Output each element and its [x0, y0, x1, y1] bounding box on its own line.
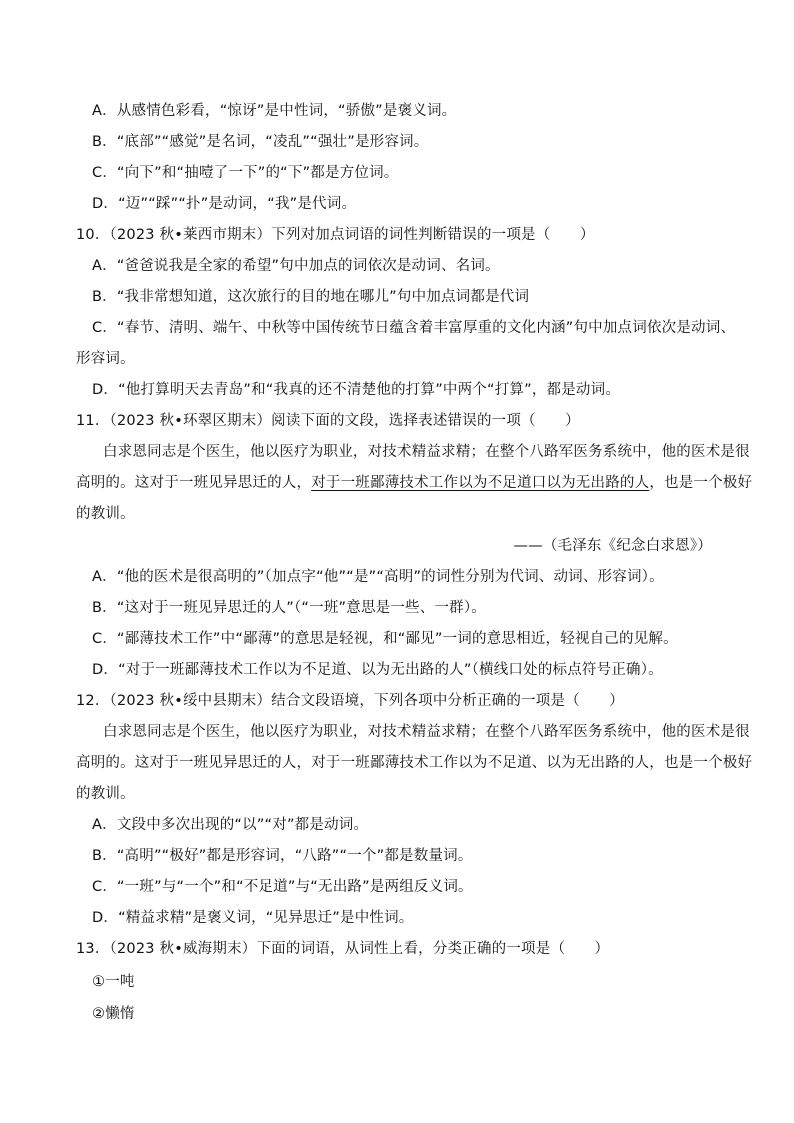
q10-option-b: B．“我非常想知道，这次旅行的目的地在哪儿”句中加点词都是代词	[92, 289, 530, 305]
q12-option-d: D．“精益求精”是褒义词，“见异思迁”是中性词。	[92, 910, 414, 926]
q13-item-1: ①一吨	[92, 974, 135, 990]
q11-option-c: C．“鄙薄技术工作”中“鄙薄”的意思是轻视，和“鄙见”一词的意思相近，轻视自己的见解。	[92, 631, 678, 647]
q11-option-a: A．“他的医术是很高明的”（加点字“他”“是”“高明”的词性分别为代词、动词、形容词）。	[92, 569, 664, 585]
q12-stem: 12．（2023 秋•绥中县期末）结合文段语境，下列各项中分析正确的一项是（ ）	[76, 693, 624, 709]
q10-option-c-line1: C．“春节、清明、端午、中秋等中国传统节日蕴含着丰富厚重的文化内涵”句中加点词依次是动词、	[92, 320, 736, 336]
q12-passage-line1: 白求恩同志是个医生，他以医疗为职业，对技术精益求精；在整个八路军医务系统中，他的医术是很	[103, 724, 750, 740]
q10-stem: 10．（2023 秋•莱西市期末）下列对加点词语的词性判断错误的一项是（ ）	[76, 227, 595, 243]
prev-option-d: D．“迈”“踩”“扑”是动词，“我”是代词。	[92, 196, 357, 212]
q13-item-2: ②懒惰	[92, 1006, 135, 1022]
q11-source: ——（毛泽东《纪念白求恩》）	[513, 538, 712, 554]
q10-option-a: A．“爸爸说我是全家的希望”句中加点的词依次是动词、名词。	[92, 258, 500, 274]
q11-passage-line3: 的教训。	[76, 506, 135, 522]
q11-option-b: B．“这对于一班见异思迁的人”（“一班”意思是一些、一群）。	[92, 600, 486, 616]
prev-option-c: C．“向下”和“抽噎了一下”的“下”都是方位词。	[92, 165, 399, 181]
q12-passage-line3: 的教训。	[76, 786, 135, 802]
q11-passage-line2	[76, 473, 752, 493]
prev-option-a: A．从感情色彩看，“惊讶”是中性词，“骄傲”是褒义词。	[92, 103, 457, 119]
q11-passage-line1: 白求恩同志是个医生，他以医疗为职业，对技术精益求精；在整个八路军医务系统中，他的医术是很	[103, 444, 750, 460]
q11-option-d: D．“对于一班鄙薄技术工作以为不足道、以为无出路的人”（横线口处的标点符号正确）。	[92, 662, 663, 678]
q10-option-d: D．“他打算明天去青岛”和“我真的还不清楚他的打算”中两个“打算”，都是动词。	[92, 382, 621, 398]
q11-passage-text: 高明的。这对于一班见异思迁的人，	[76, 475, 312, 491]
q12-option-a: A．文段中多次出现的“以”“对”都是动词。	[92, 817, 369, 833]
q11-passage-text-end: ，也是一个极好	[649, 475, 753, 491]
q11-stem: 11．（2023 秋•环翠区期末）阅读下面的文段，选择表述错误的一项（ ）	[76, 413, 580, 429]
q12-option-c: C．“一班”与“一个”和“不足道”与“无出路”是两组反义词。	[92, 879, 473, 895]
q10-option-c-line2: 形容词。	[76, 351, 135, 367]
prev-option-b: B．“底部”“感觉”是名词，“凌乱”“强壮”是形容词。	[92, 134, 429, 150]
q11-underlined-phrase: 对于一班鄙薄技术工作以为不足道口以为无出路的人	[311, 475, 650, 491]
q12-passage-line2: 高明的。这对于一班见异思迁的人，对于一班鄙薄技术工作以为不足道、以为无出路的人，也是一个极好	[76, 755, 753, 771]
q12-option-b: B．“高明”“极好”都是形容词，“八路”“一个”都是数量词。	[92, 848, 473, 864]
q13-stem: 13．（2023 秋•威海期末）下面的词语，从词性上看，分类正确的一项是（ ）	[76, 941, 610, 957]
